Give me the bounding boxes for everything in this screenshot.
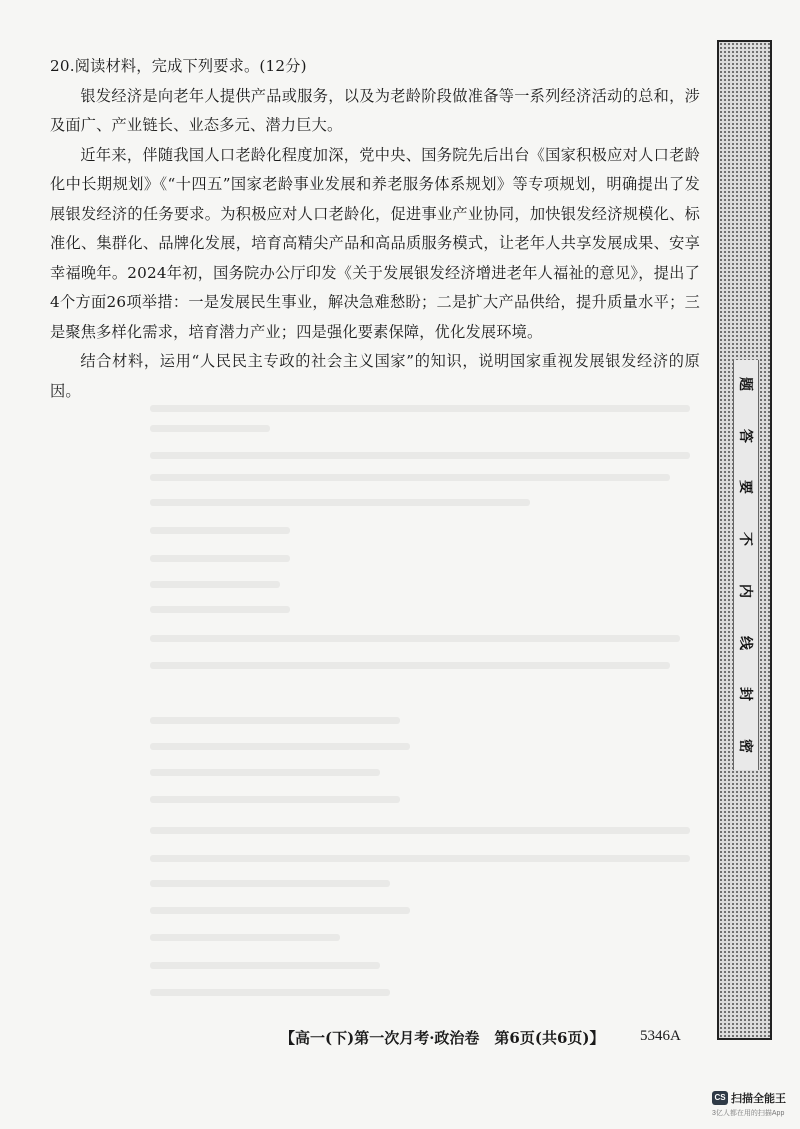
material-paragraph-2: 近年来，伴随我国人口老龄化程度加深，党中央、国务院先后出台《国家积极应对人口老龄化中长期规划》《“十四五”国家老龄事业发展和养老服务体系规划》等专项规划，明确提出了发展银发经济的任务要求。为积极应对人口老龄化，促进事业产业协同，加快银发经济规模化、标准化、集群化、品牌化发展，培育高精尖产品和高品质服务模式，让老年人共享发展成果、安享幸福晚年。2024年初，国务院办公厅印发《关于发展银发经济增进老年人福祉的意见》，提出了4个方面26项举措：一是发展民生事业，解决急难愁盼；二是扩大产品供给，提升质量水平；三是聚焦多样化需求，培育潜力产业；四是强化要素保障，优化发展环境。 (50, 145, 700, 341)
page-footer: 【高一(下)第一次月考·政治卷 第6页(共6页)】 (280, 1029, 605, 1047)
question-20 (50, 52, 700, 406)
question-prompt: 结合材料，运用“人民民主专政的社会主义国家”的知识，说明国家重视发展银发经济的原因。 (50, 352, 700, 400)
scanner-watermark (712, 1088, 798, 1124)
binding-char: 答 (737, 428, 753, 443)
binding-char: 题 (737, 377, 753, 391)
exam-code: 5346A (640, 1028, 681, 1044)
watermark-title: 扫描全能王 (731, 1093, 786, 1105)
binding-char: 要 (737, 480, 753, 495)
question-heading: 20.阅读材料，完成下列要求。(12分) (50, 57, 307, 75)
binding-char: 密 (737, 738, 753, 753)
binding-notice (733, 360, 759, 770)
binding-char: 封 (737, 687, 753, 702)
watermark-subtitle: 3亿人都在用的扫描App (712, 1110, 785, 1117)
camscanner-logo-icon: CS (712, 1091, 728, 1105)
binding-char: 内 (737, 583, 753, 598)
binding-char: 不 (737, 532, 753, 547)
binding-char: 线 (737, 635, 753, 650)
material-paragraph-1: 银发经济是向老年人提供产品或服务，以及为老龄阶段做准备等一系列经济活动的总和，涉及面广、产业链长、业态多元、潜力巨大。 (50, 86, 700, 134)
